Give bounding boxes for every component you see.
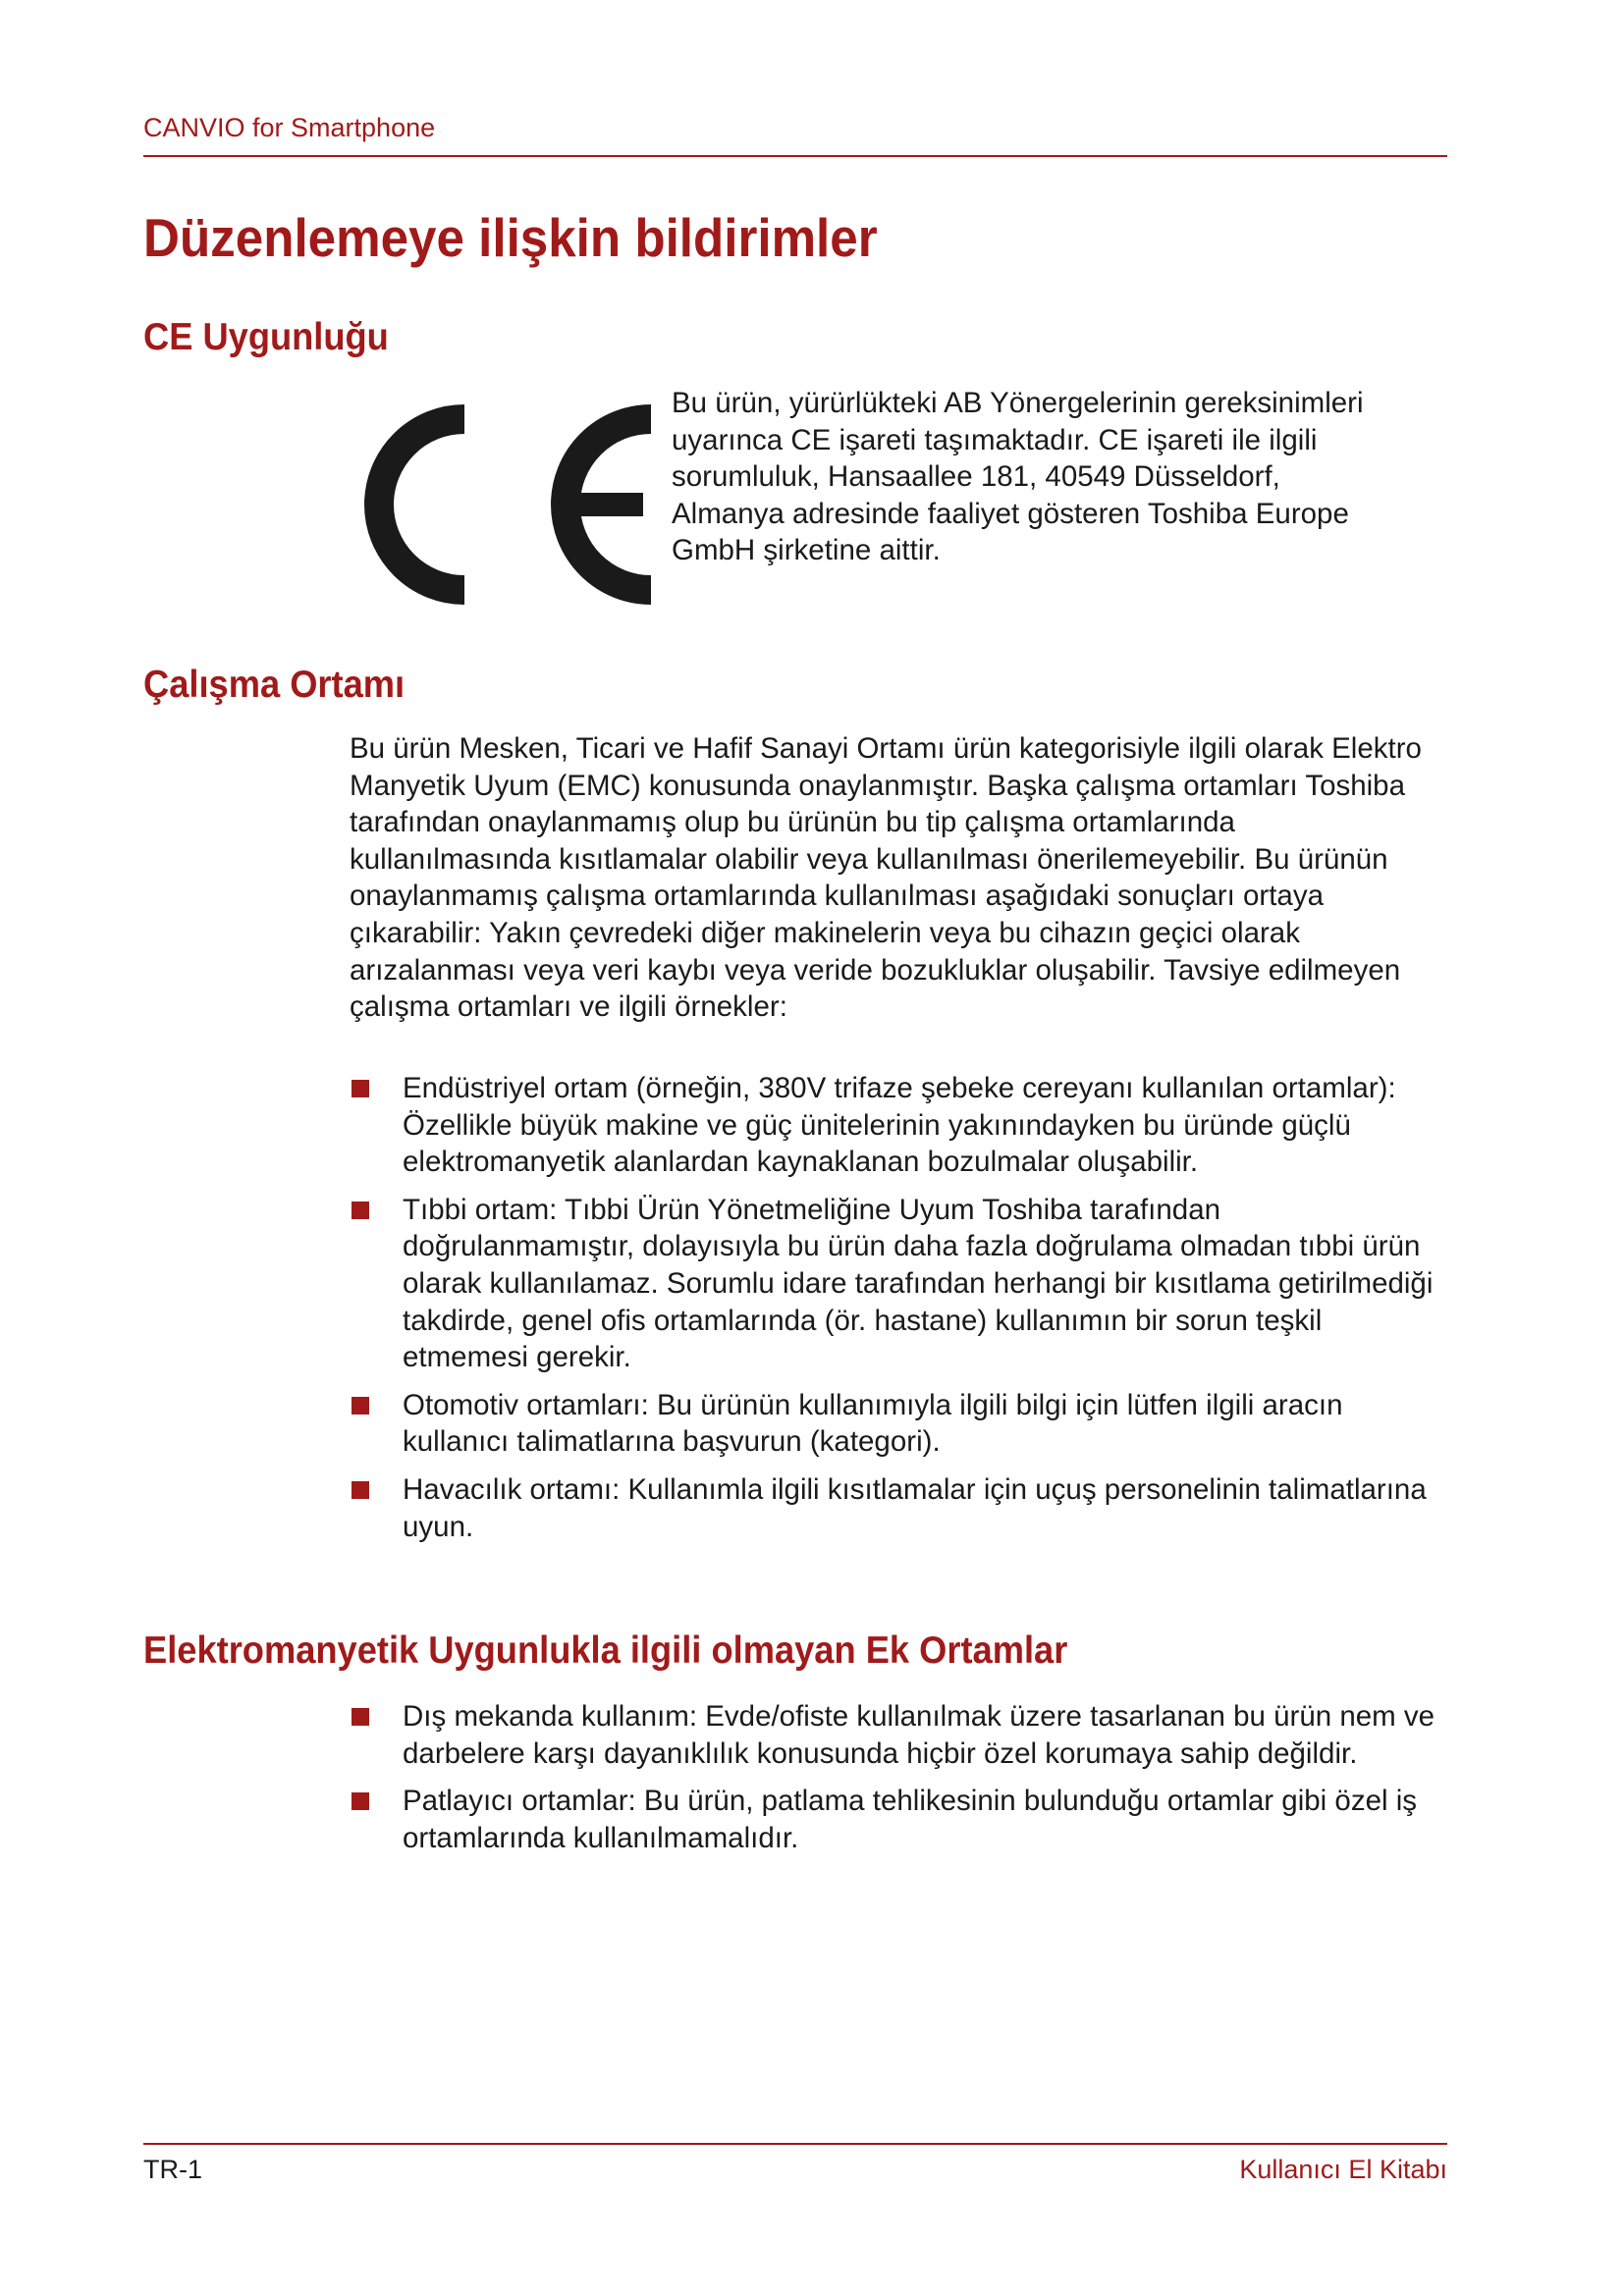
bullet-square-icon — [352, 1481, 369, 1499]
page-title: Düzenlemeye ilişkin bildirimler — [143, 207, 878, 268]
list-item — [350, 1387, 1439, 1461]
bullet-square-icon — [352, 1792, 369, 1810]
work-env-bullet-list — [350, 1070, 1439, 1556]
non-emc-bullet-list — [350, 1698, 1439, 1867]
list-item-text: Patlayıcı ortamlar: Bu ürün, patlama tehlikesinin bulunduğu ortamlar gibi özel iş ortamlarında kullanılmamalıdır. — [403, 1785, 1418, 1854]
list-item — [350, 1070, 1439, 1181]
bullet-square-icon — [352, 1080, 369, 1097]
bullet-square-icon — [352, 1397, 369, 1415]
list-item-text: Otomotiv ortamları: Bu ürünün kullanımıyla ilgili bilgi için lütfen ilgili aracın kullanıcı talimatlarına başvurun (kategori). — [403, 1388, 1343, 1459]
non-emc-section-heading: Elektromanyetik Uygunlukla ilgili olmayan Ek Ortamlar — [143, 1629, 1068, 1672]
list-item — [350, 1192, 1439, 1376]
list-item-text: Endüstriyel ortam (örneğin, 380V trifaze şebeke cereyanı kullanılan ortamlar): Özellikle büyük makine ve güç ünitelerinin yakınındayken bu üründe güçlü elektromanyetik alanlardan kaynaklanan bozulmalar oluşabilir. — [403, 1072, 1396, 1179]
bullet-square-icon — [352, 1201, 369, 1219]
list-item — [350, 1783, 1439, 1856]
ce-description: Bu ürün, yürürlükteki AB Yönergelerinin gereksinimleri uyarınca CE işareti taşımaktadır. CE işareti ile ilgili sorumluluk, Hansaallee 181, 40549 Düsseldorf, Almanya adresinde faaliyet gösteren Toshiba Europe GmbH şirketine aittir. — [672, 387, 1364, 566]
list-item-text: Dış mekanda kullanım: Evde/ofiste kullanılmak üzere tasarlanan bu ürün nem ve darbelere karşı dayanıklılık konusunda hiçbir özel korumaya sahip değildir. — [403, 1700, 1435, 1770]
ce-mark-e-bar — [576, 493, 643, 516]
running-header: CANVIO for Smartphone — [143, 113, 436, 142]
ce-mark-logo — [349, 398, 655, 612]
footer-divider — [143, 2143, 1447, 2145]
footer-document-title: Kullanıcı El Kitabı — [1239, 2155, 1447, 2184]
bullet-square-icon — [352, 1708, 369, 1726]
list-item-text: Havacılık ortamı: Kullanımla ilgili kısıtlamalar için uçuş personelinin talimatlarına uyun. — [403, 1472, 1427, 1543]
list-item — [350, 1698, 1439, 1772]
ce-section-heading: CE Uygunluğu — [143, 316, 389, 358]
work-env-section-heading: Çalışma Ortamı — [143, 664, 406, 706]
list-item — [350, 1471, 1439, 1545]
page-number: TR-1 — [143, 2155, 202, 2184]
header-divider — [143, 155, 1447, 157]
work-env-paragraph: Bu ürün Mesken, Ticari ve Hafif Sanayi Ortamı ürün kategorisiyle ilgili olarak Elektro Manyetik Uyum (EMC) konusunda onaylanmıştır. Başka çalışma ortamları Toshiba tarafından onaylanmamış olup bu ürünün bu tip çalışma ortamlarında kullanılmasında kısıtlamalar olabilir veya kullanılması önerilemeyebilir. Bu ürünün onaylanmamış çalışma ortamlarında kullanılması aşağıdaki sonuçları ortaya çıkarabilir: Yakın çevredeki diğer makinelerin veya bu cihazın geçici olarak arızalanması veya veri kaybı veya veride bozukluklar oluşabilir. Tavsiye edilmeyen çalışma ortamları ve ilgili örnekler: — [350, 732, 1422, 1024]
list-item-text: Tıbbi ortam: Tıbbi Ürün Yönetmeliğine Uyum Toshiba tarafından doğrulanmamıştır, dolayısıyla bu ürün daha fazla doğrulama olmadan tıbbi ürün olarak kullanılamaz. Sorumlu idare tarafından herhangi bir kısıtlama getirilmediği takdirde, genel ofis ortamlarında (ör. hastane) kullanımın bir sorun teşkil etmemesi gerekir. — [403, 1193, 1434, 1374]
ce-mark-c — [379, 419, 464, 590]
